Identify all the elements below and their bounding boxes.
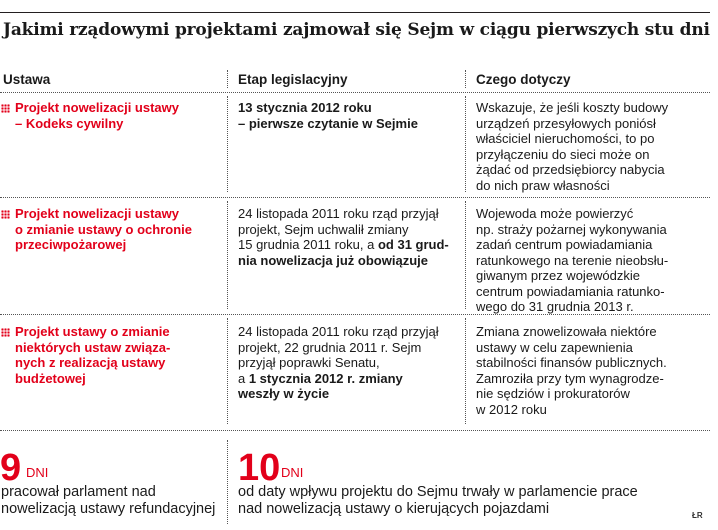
row-divider <box>0 430 710 431</box>
bullet-icon <box>1 210 10 219</box>
column-header-dotyczy: Czego dotyczy <box>476 72 571 87</box>
etap-line: przyjął poprawki Senatu, <box>238 355 380 370</box>
column-divider <box>227 201 228 309</box>
ustawa-line: przeciwpożarowej <box>15 237 127 252</box>
stat-number: 10 <box>238 447 281 489</box>
stat-line: pracował parlament nad <box>1 484 156 500</box>
column-divider <box>465 96 466 192</box>
dotyczy-line: właściciel nieruchomości, to po <box>476 131 655 146</box>
row-ustawa <box>15 100 179 131</box>
ustawa-line: budżetowej <box>15 370 86 386</box>
row-dotyczy <box>476 100 668 193</box>
dotyczy-line: w 2012 roku <box>476 401 547 417</box>
top-rule <box>0 12 710 13</box>
column-divider <box>465 201 466 309</box>
stat-unit: DNI <box>26 465 49 480</box>
ustawa-line: nych z realizacją ustawy <box>15 355 166 370</box>
row-divider <box>0 314 710 315</box>
page-title: Jakimi rządowymi projektami zajmował się Sejm w ciągu pierwszych stu dni <box>3 20 710 40</box>
etap-line: projekt, 22 grudnia 2011 r. Sejm <box>238 339 422 355</box>
stat-number: 9 <box>0 447 22 489</box>
row-dotyczy <box>476 206 668 315</box>
dotyczy-line: przyłączeniu do sieci może on <box>476 146 650 162</box>
etap-line: 13 stycznia 2012 roku <box>238 100 372 115</box>
dotyczy-line: zadań centrum powiadamiania <box>476 237 653 252</box>
dotyczy-line: do nich praw własności <box>476 177 610 193</box>
column-divider <box>227 318 228 424</box>
row-ustawa <box>15 206 192 253</box>
dotyczy-line: stabilności finansów publicznych. <box>476 355 667 370</box>
ustawa-line: niektórych ustaw związa- <box>15 339 171 355</box>
dotyczy-line: Wojewoda może powierzyć <box>476 206 634 221</box>
row-ustawa <box>15 324 170 386</box>
column-header-etap: Etap legislacyjny <box>238 72 348 87</box>
column-divider <box>227 70 228 88</box>
row-divider <box>0 197 710 198</box>
dotyczy-line: ustawy w celu zapewnienia <box>476 339 633 355</box>
dotyczy-line: giwanym przez wojewódzkie <box>476 268 641 283</box>
dotyczy-line: Wskazuje, że jeśli koszty budowy <box>476 100 669 115</box>
etap-line: 24 listopada 2011 roku rząd przyjął <box>238 206 439 221</box>
row-etap <box>238 206 449 268</box>
stat-text <box>1 484 215 518</box>
ustawa-line: o zmianie ustawy o ochronie <box>15 221 192 237</box>
stat-line: nowelizacją ustawy refundacyjnej <box>1 501 216 517</box>
dotyczy-line: Zmiana znowelizowała niektóre <box>476 324 657 339</box>
stat-text <box>238 484 638 518</box>
etap-line: – pierwsze czytanie w Sejmie <box>238 115 418 131</box>
etap-line: 15 grudnia 2011 roku, a od 31 grud- <box>238 237 449 252</box>
column-divider <box>465 70 466 88</box>
ustawa-line: Projekt nowelizacji ustawy <box>15 100 179 115</box>
bullet-icon <box>1 104 10 113</box>
column-divider <box>465 318 466 424</box>
stat-line: od daty wpływu projektu do Sejmu trwały w parlamencie prace <box>238 484 638 500</box>
bullet-icon <box>1 328 10 337</box>
etap-line: projekt, Sejm uchwalił zmiany <box>238 221 409 237</box>
row-divider <box>0 92 710 93</box>
etap-line: 24 listopada 2011 roku rząd przyjął <box>238 324 439 339</box>
ustawa-line: – Kodeks cywilny <box>15 115 124 131</box>
dotyczy-line: ratunkowego na terenie nieobsłu- <box>476 252 669 268</box>
dotyczy-line: wego do 31 grudnia 2013 r. <box>476 299 634 314</box>
stat-unit: DNI <box>281 465 304 480</box>
column-divider <box>227 96 228 192</box>
row-etap <box>238 100 418 131</box>
ustawa-line: Projekt ustawy o zmianie <box>15 324 170 339</box>
dotyczy-line: centrum powiadamiania ratunko- <box>476 283 665 299</box>
stat-line: nad nowelizacją ustawy o kierujących pojazdami <box>238 501 550 517</box>
row-etap <box>238 324 439 402</box>
row-dotyczy <box>476 324 667 417</box>
etap-line: nia nowelizacja już obowiązuje <box>238 252 428 268</box>
dotyczy-line: urządzeń przesyłowych poniósł <box>476 115 656 131</box>
dotyczy-line: nie sędziów i prokuratorów <box>476 386 630 401</box>
author-credit: ŁR <box>692 511 703 520</box>
etap-line: a 1 stycznia 2012 r. zmiany <box>238 370 403 386</box>
dotyczy-line: żądać od przedsiębiorcy nabycia <box>476 162 665 177</box>
etap-line: weszły w życie <box>238 386 330 401</box>
ustawa-line: Projekt nowelizacji ustawy <box>15 206 179 221</box>
dotyczy-line: Zamroziła przy tym wynagrodze- <box>476 370 664 386</box>
column-header-ustawa: Ustawa <box>3 72 51 87</box>
dotyczy-line: np. straży pożarnej wykonywania <box>476 221 667 237</box>
stat-divider <box>227 440 228 524</box>
